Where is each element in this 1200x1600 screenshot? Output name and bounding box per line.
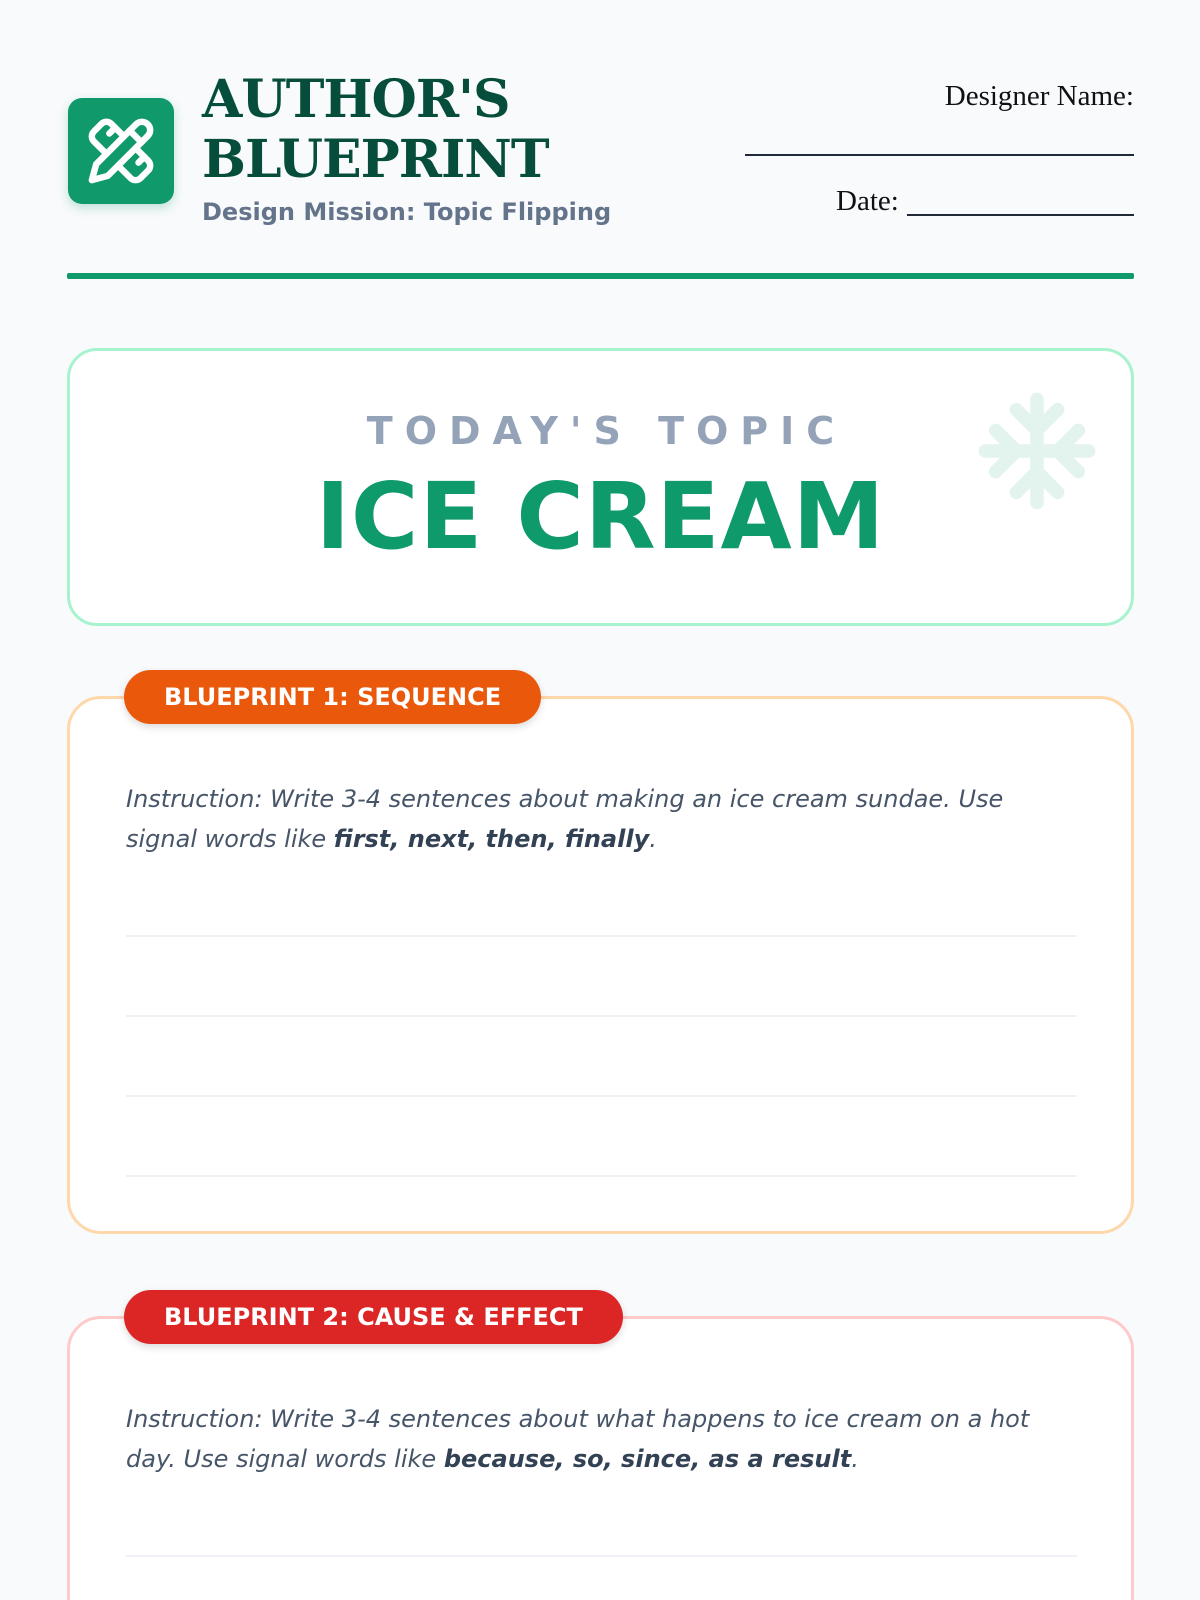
header-divider xyxy=(67,273,1134,279)
brand-title-line2: BLUEPRINT xyxy=(202,129,549,190)
brand-subtitle: Design Mission: Topic Flipping xyxy=(202,198,612,226)
signal-words: first, next, then, finally xyxy=(333,825,650,853)
topic-card xyxy=(67,348,1134,626)
blueprint-cause-effect-tag: BLUEPRINT 2: CAUSE & EFFECT xyxy=(124,1290,623,1344)
writing-line[interactable] xyxy=(126,1175,1077,1177)
writing-line[interactable] xyxy=(126,1555,1077,1557)
date-label: Date: xyxy=(836,185,899,217)
designer-name-field[interactable] xyxy=(745,154,1134,156)
topic-title: ICE CREAM xyxy=(315,463,886,570)
date-field[interactable] xyxy=(907,214,1134,216)
snowflake-icon xyxy=(975,389,1099,513)
writing-line[interactable] xyxy=(126,935,1077,937)
date-row xyxy=(836,184,1134,218)
brand-title xyxy=(202,70,662,190)
blueprint-cause-effect-instruction xyxy=(126,1399,1075,1479)
instruction-text: Instruction: Write 3-4 sentences about making an ice cream sundae. Use signal words like xyxy=(126,785,1004,853)
instruction-end: . xyxy=(649,825,657,853)
pencil-ruler-icon xyxy=(86,116,156,186)
signal-words: because, so, since, as a result xyxy=(443,1445,852,1473)
blueprint-sequence-card xyxy=(67,696,1134,1234)
blueprint-sequence-tag: BLUEPRINT 1: SEQUENCE xyxy=(124,670,541,724)
designer-name-label: Designer Name: xyxy=(944,80,1134,112)
writing-line[interactable] xyxy=(126,1095,1077,1097)
logo xyxy=(68,98,174,204)
brand-title-line1: AUTHOR'S xyxy=(202,69,510,130)
writing-line[interactable] xyxy=(126,1015,1077,1017)
instruction-end: . xyxy=(851,1445,859,1473)
blueprint-cause-effect-card xyxy=(67,1316,1134,1600)
topic-kicker: TODAY'S TOPIC xyxy=(366,409,847,453)
blueprint-sequence-instruction xyxy=(126,779,1075,859)
instruction-text: Instruction: Write 3-4 sentences about what happens to ice cream on a hot day. Use signal words like xyxy=(126,1405,1030,1473)
